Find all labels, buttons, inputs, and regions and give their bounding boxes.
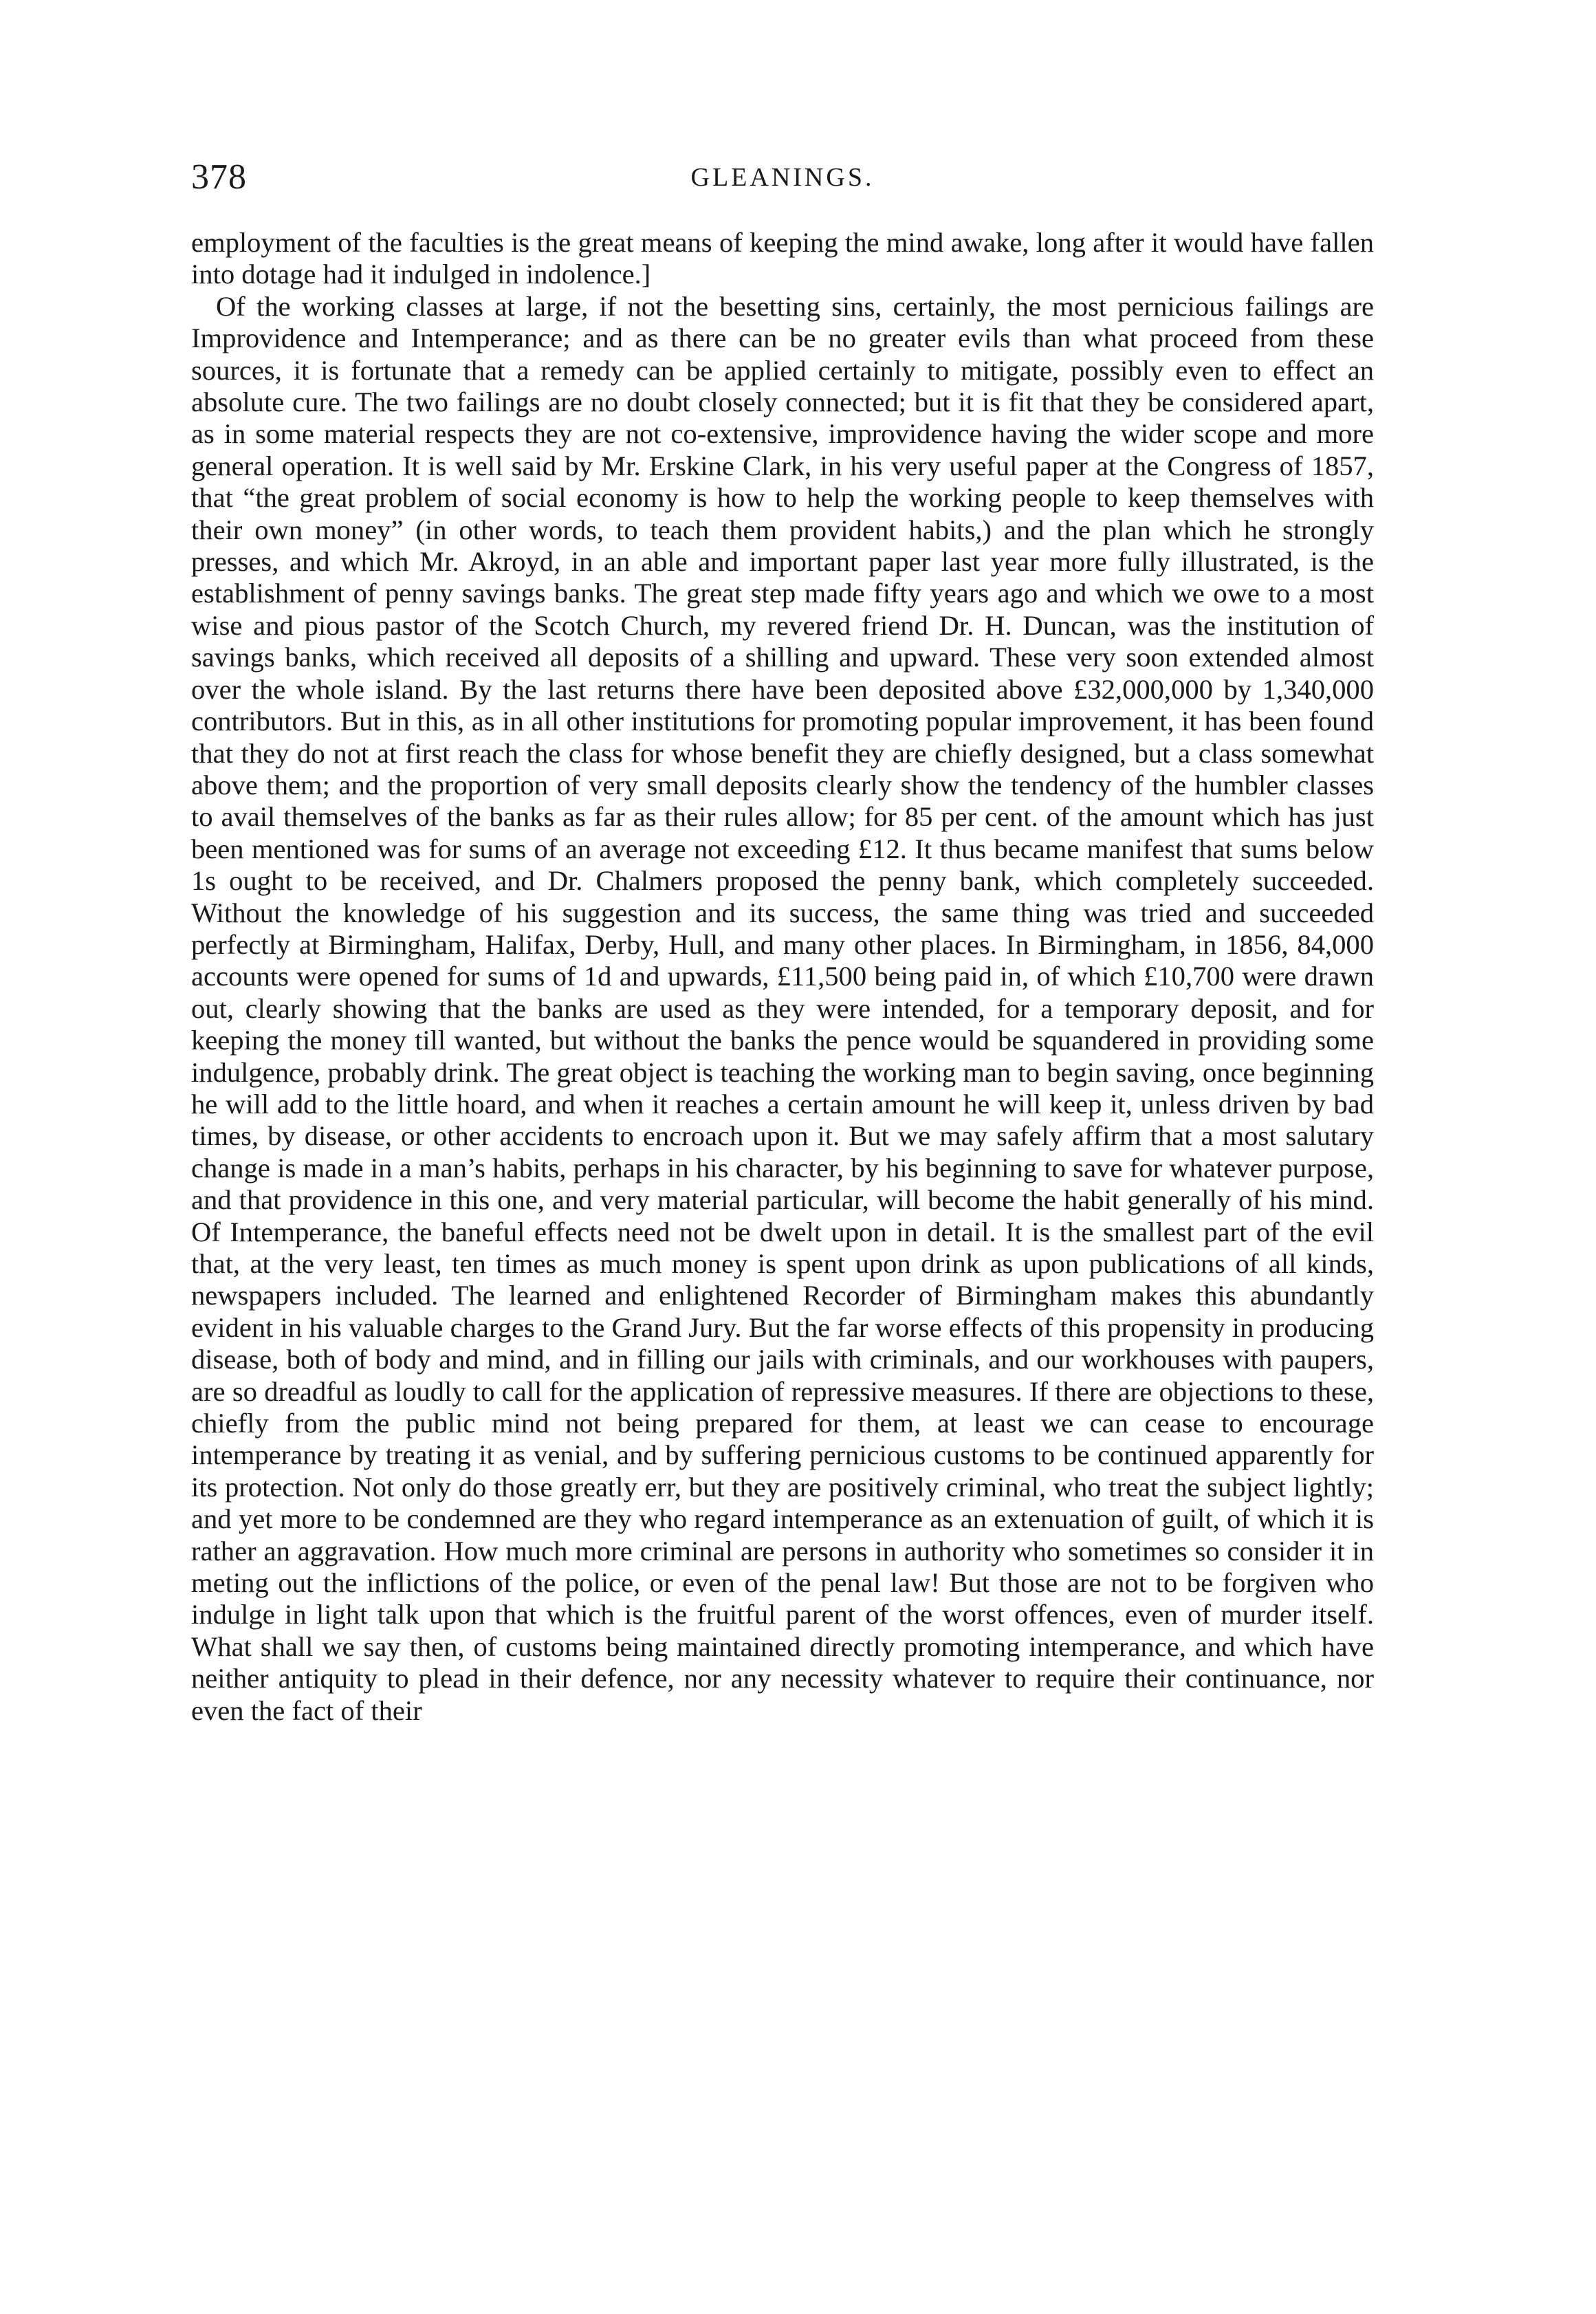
body-text — [191, 227, 1374, 1727]
paragraph: Of the working classes at large, if not the besetting sins, certainly, the most pernicious failings are Improvidence and Intemperance; and as there can be no greater evils than what proceed from these sources, it is fortunate that a remedy can be applied certainly to mitigate, possibly even to effect an absolute cure. The two failings are no doubt closely connected; but it is fit that they be considered apart, as in some material respects they are not co-extensive, improvidence having the wider scope and more general operation. It is well said by Mr. Erskine Clark, in his very useful paper at the Congress of 1857, that “the great problem of social economy is how to help the working people to keep themselves with their own money” (in other words, to teach them provident habits,) and the plan which he strongly presses, and which Mr. Akroyd, in an able and important paper last year more fully illustrated, is the establishment of penny savings banks. The great step made fifty years ago and which we owe to a most wise and pious pastor of the Scotch Church, my revered friend Dr. H. Duncan, was the institution of savings banks, which received all deposits of a shilling and upward. These very soon extended almost over the whole island. By the last returns there have been deposited above £32,000,000 by 1,340,000 contributors. But in this, as in all other institutions for promoting popular improvement, it has been found that they do not at first reach the class for whose benefit they are chiefly designed, but a class somewhat above them; and the proportion of very small deposits clearly show the tendency of the humbler classes to avail themselves of the banks as far as their rules allow; for 85 per cent. of the amount which has just been mentioned was for sums of an average not exceeding £12. It thus became manifest that sums below 1s ought to be received, and Dr. Chalmers proposed the penny bank, which completely succeeded. Without the knowledge of his suggestion and its success, the same thing was tried and succeeded perfectly at Birmingham, Halifax, Derby, Hull, and many other places. In Birmingham, in 1856, 84,000 accounts were opened for sums of 1d and upwards, £11,500 being paid in, of which £10,700 were drawn out, clearly showing that the banks are used as they were intended, for a temporary deposit, and for keeping the money till wanted, but without the banks the pence would be squandered in providing some indulgence, probably drink. The great object is teaching the working man to begin saving, once beginning he will add to the little hoard, and when it reaches a certain amount he will keep it, unless driven by bad times, by disease, or other accidents to encroach upon it. But we may safely affirm that a most salutary change is made in a man’s habits, perhaps in his character, by his beginning to save for whatever purpose, and that providence in this one, and very material particular, will become the habit generally of his mind. Of Intemperance, the baneful effects need not be dwelt upon in detail. It is the smallest part of the evil that, at the very least, ten times as much money is spent upon drink as upon publications of all kinds, newspapers included. The learned and enlightened Recorder of Birmingham makes this abundantly evident in his valuable charges to the Grand Jury. But the far worse effects of this propensity in producing disease, both of body and mind, and in filling our jails with criminals, and our workhouses with paupers, are so dreadful as loudly to call for the application of repressive measures. If there are objections to these, chiefly from the public mind not being prepared for them, at least we can cease to encourage intemperance by treating it as venial, and by suffering pernicious customs to be continued apparently for its protection. Not only do those greatly err, but they are positively criminal, who treat the subject lightly; and yet more to be condemned are they who regard intemperance as an extenuation of guilt, of which it is rather an aggravation. How much more criminal are persons in authority who sometimes so consider it in meting out the inflictions of the police, or even of the penal law! But those are not to be forgiven who indulge in light talk upon that which is the fruitful parent of the worst offences, even of murder itself. What shall we say then, of customs being maintained directly promoting intemperance, and which have neither antiquity to plead in their defence, nor any necessity whatever to require their continuance, nor even the fact of their — [191, 290, 1374, 1726]
paragraph-continuation: employment of the faculties is the great means of keeping the mind awake, long after it would have fallen into dotage had it indulged in indolence.] — [191, 227, 1374, 290]
running-head: GLEANINGS. — [690, 163, 875, 192]
page-number: 378 — [191, 157, 247, 197]
page-header — [191, 153, 1374, 202]
